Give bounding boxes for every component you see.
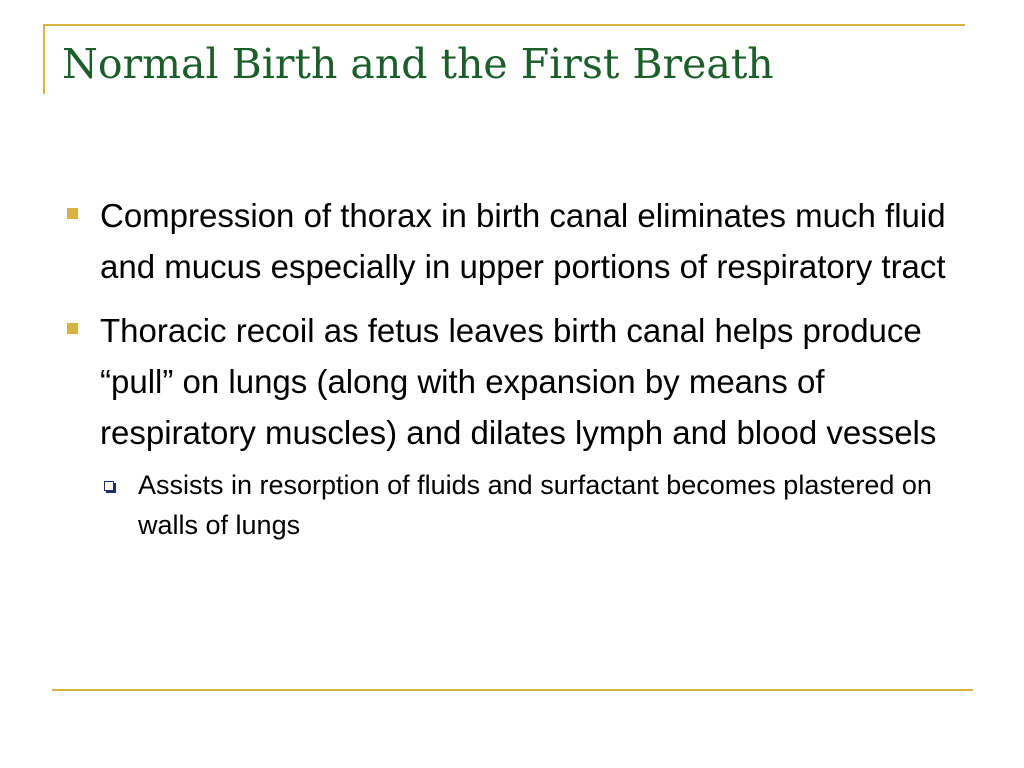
bullet-item-1 [62, 190, 972, 292]
bullet-text: Compression of thorax in birth canal eliminates much fluid and mucus especially in upper portions of respiratory tract [100, 197, 946, 285]
top-frame-line [43, 24, 965, 26]
sub-bullet-item-1 [100, 465, 972, 545]
bullet-text: Thoracic recoil as fetus leaves birth canal helps produce “pull” on lungs (along with expansion by means of respiratory muscles) and dilates lymph and blood vessels [100, 312, 937, 451]
hollow-square-bullet-icon [104, 481, 114, 491]
slide-title: Normal Birth and the First Breath [62, 40, 774, 88]
square-bullet-icon [67, 208, 78, 219]
square-bullet-icon [67, 323, 78, 334]
bullet-list [62, 190, 972, 545]
sub-bullet-text: Assists in resorption of fluids and surfactant becomes plastered on walls of lungs [138, 470, 932, 540]
left-frame-line [43, 24, 45, 94]
bottom-divider-line [52, 689, 973, 691]
bullet-item-2 [62, 305, 972, 458]
